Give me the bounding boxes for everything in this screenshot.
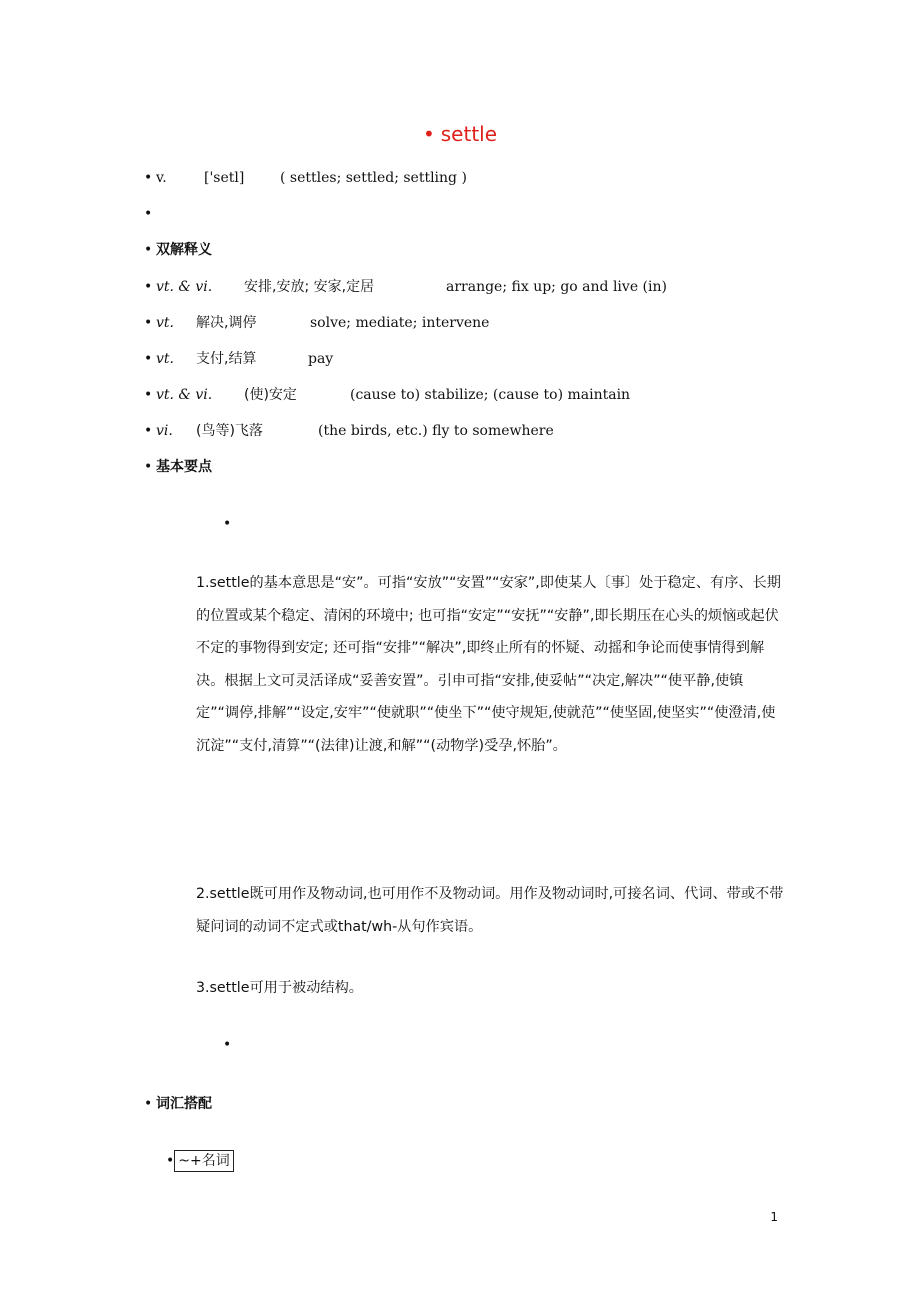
definition-pos: vi.	[156, 423, 173, 439]
definition-pos: vt.	[156, 315, 174, 331]
bullet: •	[144, 315, 153, 331]
bullet: •	[144, 206, 153, 222]
bullet: •	[144, 351, 153, 367]
bullet: •	[144, 459, 153, 475]
phonetic: ['setl]	[204, 170, 245, 186]
definition-item	[144, 385, 630, 405]
definition-pos: vt.	[156, 351, 174, 367]
definition-english: pay	[308, 351, 334, 367]
definition-chinese: 支付,结算	[196, 351, 257, 367]
bullet: •	[144, 170, 153, 186]
definition-chinese: 安排,安放; 安家,定居	[244, 279, 375, 295]
definition-item	[144, 349, 333, 369]
bullet: •	[144, 279, 153, 295]
definition-item	[144, 277, 667, 297]
pronunciation-line	[144, 168, 467, 188]
collocation-label-box: ~+名词	[174, 1150, 233, 1172]
point-paragraph-1: 1.settle的基本意思是“安”。可指“安放”“安置”“安家”,即使某人〔事〕处于稳定、有序、长期的位置或某个稳定、清闲的环境中; 也可指“安定”“安抚”“安静”,即长期压在心头的烦恼或起伏不定的事物得到安定; 还可指“安排”“解决”,即终止所有的怀疑、动摇和争论而使事情得到解决。根据上文可灵活译成“妥善安置”。引申可指“安排,使妥帖”“决定,解决”“使平静,使镇定”“调停,排解”“设定,安牢”“使就职”“使坐下”“使守规矩,使就范”“使坚固,使坚实”“使澄清,使沉淀”“支付,清算”“(法律)让渡,和解”“(动物学)受孕,怀胎”。	[196, 575, 781, 754]
point-paragraph-2: 2.settle既可用作及物动词,也可用作不及物动词。用作及物动词时,可接名词、代词、带或不带疑问词的动词不定式或that/wh-从句作宾语。	[196, 886, 784, 935]
definition-item	[144, 421, 554, 441]
section-heading-definitions	[144, 240, 212, 260]
entry-title	[0, 122, 920, 146]
definition-chinese: (鸟等)飞落	[196, 423, 263, 439]
inflections: ( settles; settled; settling )	[280, 170, 467, 186]
empty-bullet-line	[144, 204, 156, 224]
headword: settle	[440, 122, 498, 146]
heading-text: 双解释义	[156, 242, 212, 258]
definition-pos: vt. & vi.	[156, 279, 213, 295]
definition-pos: vt. & vi.	[156, 387, 213, 403]
definition-english: (the birds, etc.) fly to somewhere	[318, 423, 554, 439]
points-end-bullet: •	[223, 1037, 232, 1053]
bullet: •	[144, 387, 153, 403]
heading-text: 基本要点	[156, 459, 212, 475]
page-number: 1	[770, 1210, 778, 1224]
collocation-item	[166, 1150, 234, 1172]
definition-english: solve; mediate; intervene	[310, 315, 490, 331]
definition-english: arrange; fix up; go and live (in)	[446, 279, 667, 295]
bullet: •	[144, 242, 153, 258]
title-bullet: •	[422, 122, 435, 146]
bullet: •	[144, 423, 153, 439]
heading-text: 词汇搭配	[156, 1096, 212, 1112]
section-heading-key-points	[144, 457, 212, 477]
definition-item	[144, 313, 489, 333]
points-bullet: •	[223, 516, 232, 532]
point-paragraph-3: 3.settle可用于被动结构。	[196, 980, 363, 996]
section-heading-collocations	[144, 1094, 212, 1114]
definition-chinese: 解决,调停	[196, 315, 257, 331]
part-of-speech: v.	[156, 170, 167, 186]
bullet: •	[144, 1096, 153, 1112]
definition-chinese: (使)安定	[244, 387, 297, 403]
bullet: •	[166, 1153, 175, 1169]
definition-english: (cause to) stabilize; (cause to) maintain	[350, 387, 631, 403]
